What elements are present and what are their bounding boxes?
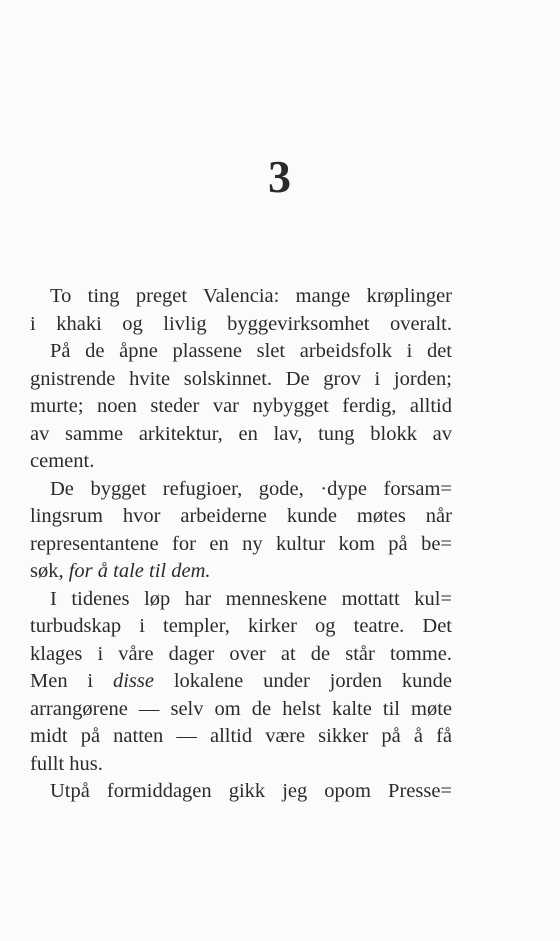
- text-line: [30, 393, 452, 421]
- text-line: [30, 448, 452, 476]
- text-segment: Utpå formiddagen gikk jeg opom Presse=: [50, 780, 452, 802]
- text-segment: lokalene under jorden kunde: [153, 670, 452, 692]
- chapter-body-text: [30, 283, 452, 806]
- text-line: [30, 283, 452, 311]
- text-segment: lingsrum hvor arbeiderne kunde møtes når: [30, 505, 452, 527]
- text-line: [30, 668, 452, 696]
- text-line: [30, 338, 452, 366]
- text-segment: To ting preget Valencia: mange krøplinger: [50, 285, 452, 307]
- chapter-number: 3: [268, 151, 292, 202]
- text-line: [30, 503, 452, 531]
- text-segment: gnistrende hvite solskinnet. De grov i jorden;: [30, 367, 452, 390]
- text-line: [30, 586, 452, 614]
- text-segment: av samme arkitektur, en lav, tung blokk av: [30, 422, 452, 445]
- text-segment: cement.: [30, 450, 95, 472]
- text-line: [30, 421, 452, 449]
- italic-text-segment: disse: [112, 670, 154, 692]
- text-line: [30, 558, 452, 586]
- text-segment: arrangørene — selv om de helst kalte til møte: [30, 697, 452, 720]
- text-line: [30, 751, 452, 779]
- text-segment: De bygget refugioer, gode, ·dype forsam=: [50, 477, 452, 500]
- text-line: [30, 531, 452, 559]
- text-segment: murte; noen steder var nybygget ferdig, alltid: [30, 395, 452, 417]
- text-segment: I tidenes løp har menneskene mottatt kul=: [50, 587, 452, 610]
- text-segment: Men i: [30, 670, 113, 692]
- text-segment: i khaki og livlig byggevirksomhet overalt.: [30, 312, 452, 335]
- text-line: [30, 723, 452, 751]
- text-segment: På de åpne plassene slet arbeidsfolk i det: [50, 340, 452, 362]
- text-segment: turbudskap i templer, kirker og teatre. Det: [30, 615, 452, 637]
- text-segment: representantene for en ny kultur kom på be=: [30, 532, 452, 555]
- text-line: [30, 476, 452, 504]
- italic-text-segment: for å tale til dem.: [68, 560, 211, 582]
- text-line: [30, 641, 452, 669]
- text-segment: fullt hus.: [30, 752, 103, 775]
- text-segment: midt på natten — alltid være sikker på å få: [30, 725, 452, 747]
- text-line: [30, 613, 452, 641]
- text-line: [30, 778, 452, 806]
- text-segment: klages i våre dager over at de står tomme.: [30, 642, 452, 665]
- text-line: [30, 366, 452, 394]
- text-line: [30, 696, 452, 724]
- text-line: [30, 311, 452, 339]
- text-segment: søk,: [30, 560, 69, 582]
